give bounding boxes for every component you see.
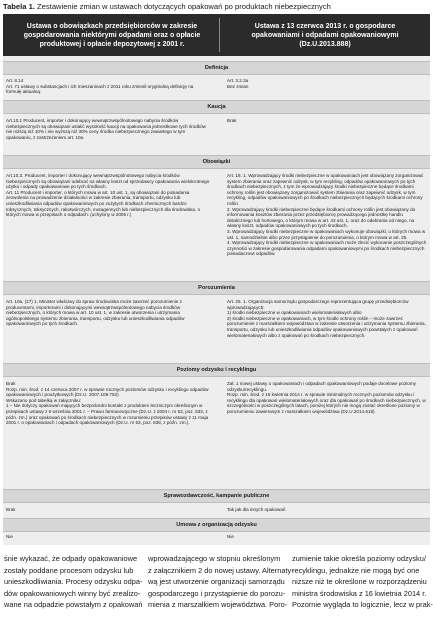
sprawozdawczosc-left: [6, 507, 212, 513]
definicja-left: [6, 78, 206, 95]
porozumienia-left-p1: Art. 10a, (27) 1. Minister właściwy do spraw środowiska może zawrzeć porozumienie z producentami, importerami i dokonującymi wewnątrzwspólnotowego nabycia środków niebezpiecznych, o których mowa w art. 10 ust. 1, w zakresie utworzenia i utrzymania ogólnopolskiego systemu zbierania, transportu, odzysku lub unieszkodliwiania odpadów opakowaniowych po tych środkach.: [6, 299, 185, 327]
section-title-obowiazki: Obowiązki: [3, 155, 430, 169]
poziomy-right: [227, 381, 427, 415]
obowiazki-right-p1: Art. 18. 1. Wprowadzający środki niebezpieczne w opakowaniach jest obowiązany zorganizować system zbierania oraz zapewnić odzysk, w tym recykling, odpadów opakowaniowych po tych środkach niebezpiecznych, z tym że wprowadzający środki niebezpieczne będące środkami ochrony roślin jest obowiązany zorganizować system zbierania oraz zapewnić odzysk, w tym recykling, odpadów opakowaniowych po środkach niebezpiecznych będących środkami ochrony roślin.: [227, 173, 424, 206]
sprawozdawczosc-right-p1: Tak jak dla innych opakowań: [227, 507, 286, 512]
kaucja-left: [6, 118, 212, 140]
body-col1-line3: unieszkodliwiania. Procesy odzysku odpa-: [4, 577, 143, 586]
definicja-left-p2: Art. 71 ustawy o substancjach i ich mieszaninach z 2011 roku zmienił oryginalną definicję na formułę aktualną.: [6, 83, 194, 95]
definicja-right-p2: Bez zmian: [227, 83, 249, 89]
body-column-3: [292, 553, 433, 611]
body-col3-line1: zumienie takie określa poziomy odzysku/: [292, 554, 426, 563]
porozumienia-right-p1: Art. 25. 1. Organizacja samorządu gospodarczego reprezentująca grupę przedsiębiorców wprowadzających:: [227, 299, 409, 310]
obowiazki-right-p2: 2. Wprowadzający środki niebezpieczne będące środkami ochrony roślin jest obowiązany do informowania kosztów zbierania przez przedsiębiorcę prowadzącego jednostkę handlu detalicznego lub hurtowego, o którym mowa w art. 43 ust. 1, oraz do odebrania od niego, na własny koszt, odpadów opakowaniowych po tych środkach.: [227, 206, 416, 229]
comparison-table: [3, 14, 430, 545]
sprawozdawczosc-left-p1: Brak: [6, 507, 16, 512]
obowiazki-left: [6, 173, 212, 218]
body-col1-line5: wane na odpadzie powstałym z opakowań: [4, 600, 143, 609]
definicja-right: [227, 78, 425, 89]
caption-text: Zestawienie zmian w ustawach dotyczących opakowań po produktach niebezpiecznych: [34, 2, 331, 11]
poziomy-right-p1: Zał. 1 nowej ustawy o opakowaniach i odpadach opakowaniowych podaje docelowe poziomy odzysku/recyklingu.: [227, 381, 416, 392]
body-column-2: [148, 553, 294, 611]
body-col2-line2: z załącznikiem 2 do nowej ustawy. Alternaty-: [148, 565, 294, 575]
body-col3-line5: Pozornie wygląda to logicznie, lecz w prak-: [292, 600, 433, 609]
section-title-poziomy: Poziomy odzysku i recyklingu: [3, 363, 430, 377]
umowa-left: [6, 534, 212, 540]
table-header: [3, 14, 430, 56]
umowa-left-p1: Nie: [6, 534, 13, 539]
body-column-1: [4, 553, 142, 611]
caption-label: Tabela 1.: [3, 2, 35, 11]
body-col3-line3: niższe niż te określone w rozporządzeniu: [292, 577, 427, 586]
kaucja-right-p1: Brak: [227, 118, 237, 123]
body-col3-line4: ministra środowiska z 16 kwietnia 2014 r.: [292, 588, 427, 598]
porozumienia-left: [6, 299, 212, 327]
body-col2-line4: gospodarczego i przystąpienie do porozu-: [148, 588, 286, 598]
body-col2-line5: mienia z marszałkiem województwa. Poro-: [148, 600, 288, 609]
porozumienia-right: [227, 299, 427, 338]
umowa-right: [227, 534, 427, 540]
kaucja-right: [227, 118, 425, 124]
obowiazki-right-p3: 3. Wprowadzający środki niebezpieczne w opakowaniach wykonuje obowiązki, o których mowa w ust. 1, samodzielnie albo przez przystąpienie do porozumienia, o którym mowa w art. 25.: [227, 228, 426, 240]
table-caption: [3, 2, 331, 11]
sprawozdawczosc-right: [227, 507, 427, 513]
header-right: Ustawa z 13 czerwca 2013 r. o gospodarce opakowaniami i odpadami opakowaniowymi (Dz.U.2013.888): [251, 22, 399, 48]
body-col2-line3: wą jest utworzenie organizacji samorządu: [148, 577, 285, 586]
poziomy-left-p2: Rozp. min. środ. z 14 czerwca 2007 r. w sprawie rocznych poziomów odzysku i recyklingu odpadów opakowaniowych i poużytkowych (Dz.U. 2007.109.752): [6, 386, 209, 398]
body-col1-line1: śnie wykazać, że odpady opakowaniowe: [4, 554, 138, 563]
umowa-right-p1: Nie: [227, 534, 234, 539]
obowiazki-left-p1: Art.10.3. Producent, importer i dokonujący wewnątrzwspólnotowego nabycia środków niebezpiecznych są obowiązani odebrać na własny koszt od sprzedawcy opakowania wielokrotnego użytku i odpady opakowaniowe po tych środkach.: [6, 173, 210, 190]
porozumienia-right-p2: 1) środki niebezpieczne w opakowaniach wielomateriałowych albo: [227, 310, 362, 316]
obowiazki-right-p4: 4. Wprowadzający środki niebezpieczne w opakowaniach może zlecić wykonanie poszczególnych czynności w zakresie gospodarowania odpadami opakowaniowymi po środkach niebezpiecznych posiadaczowi odpadów.: [227, 240, 427, 257]
section-title-umowa: Umowa z organizacją odzysku: [3, 518, 430, 532]
header-divider: [219, 18, 220, 52]
poziomy-left-p3: Wskazano pod tabelką w załączniku:: [6, 397, 82, 403]
body-col3-line2: recyklingu, jednakże nie mogą być one: [292, 565, 420, 575]
poziomy-left-p4: 1 – Nie dotyczy opakowań mających bezpośredni kontakt z produktem leczniczym określonym w przepisach ustawy z 6 września 2001 r. – Prawo farmaceutyczne (Dz.U. z 2004 r. nr 53, poz. 533, z późn. zm.) oraz opakowań po środkach niebezpiecznych w rozumieniu przepisów ustawy z 11 maja 2001 r. o opakowaniach i odpadach opakowaniowych (Dz.U. nr 63, poz. 638, z późn. zm.).: [6, 403, 209, 426]
body-col1-line2: zostały poddane procesom odzysku lub: [4, 565, 134, 575]
body-col2-line1: wprowadzającego w stopniu określonym: [148, 554, 281, 563]
section-title-kaucja: Kaucja: [3, 100, 430, 114]
obowiazki-right: [227, 173, 427, 257]
obowiazki-left-p2: Art. 11 Producent i importer, o których mowa w art. 10 ust. 1, są obowiązani do posiadania zezwolenia na prowadzenie działalności w zakresie zbierania, transportu, odzysku lub unieszkodliwiania odpadów opakowaniowych po zużytych środkach chemicznych bardzo toksycznych, toksycznych, rakotwórczych, mutagennych lub niebezpiecznych dla środowiska, o których mowa w przepisach o odpadach. (uchylony w 2005 r.): [6, 189, 201, 218]
definicja-right-p1: Art. 3.2.3a: [227, 78, 249, 83]
section-title-definicja: Definicja: [3, 61, 430, 75]
section-title-porozumienia: Porozumienia: [3, 281, 430, 295]
poziomy-right-p2: Rozp. min. środ. z 16 kwietnia 2014 r. w sprawie minimalnych rocznych poziomów odzysku i recyklingu dla opakowań wielomateriałowych oraz dla opakowań po środkach niebezpiecznych, w szczególności w poszczególnych latach, poniżej których nie mogą zostać określone poziomy w porozumieniu zawieranym z marszałkiem województwa (Dz.U.2014.618): [227, 392, 426, 414]
body-col1-line4: dów opakowaniowych winny być zrealizo-: [4, 588, 141, 598]
header-left: Ustawa o obowiązkach przedsiębiorców w zakresie gospodarowania niektórymi odpadami oraz o opłacie produktowej i opłacie depozytowej z 2001 r.: [23, 22, 201, 48]
section-title-sprawozdawczosc: Sprawozdawczość, kampanie publiczne: [3, 489, 430, 503]
definicja-left-p1: Art. 8.14: [6, 78, 24, 83]
porozumienia-right-p3: 2) środki niebezpieczne w opakowaniach, w tym środki ochrony roślin – może zawrzeć porozumienie z marszałkiem województwa w zakresie utworzenia i utrzymania systemu zbierania, transportu, odzysku lub unieszkodliwiania odpadów opakowaniowych powstałych z opakowań wielomateriałowych albo z opakowań po środkach niebezpiecznych.: [227, 315, 426, 338]
poziomy-left: [6, 381, 212, 426]
kaucja-left-p1: Art.10.1 Producent, importer i dokonujący wewnątrzwspólnotowego nabycia środków niebezpiecznych są obowiązani ustalić wysokość kaucji na opakowania jednostkowe tych środków nie niższą niż 10% i nie wyższą niż 30% ceny środka niebezpiecznego zawartego w tym opakowaniu, z zastrzeżeniem art. 10a.: [6, 118, 206, 140]
poziomy-left-p1: Brak: [6, 381, 16, 386]
